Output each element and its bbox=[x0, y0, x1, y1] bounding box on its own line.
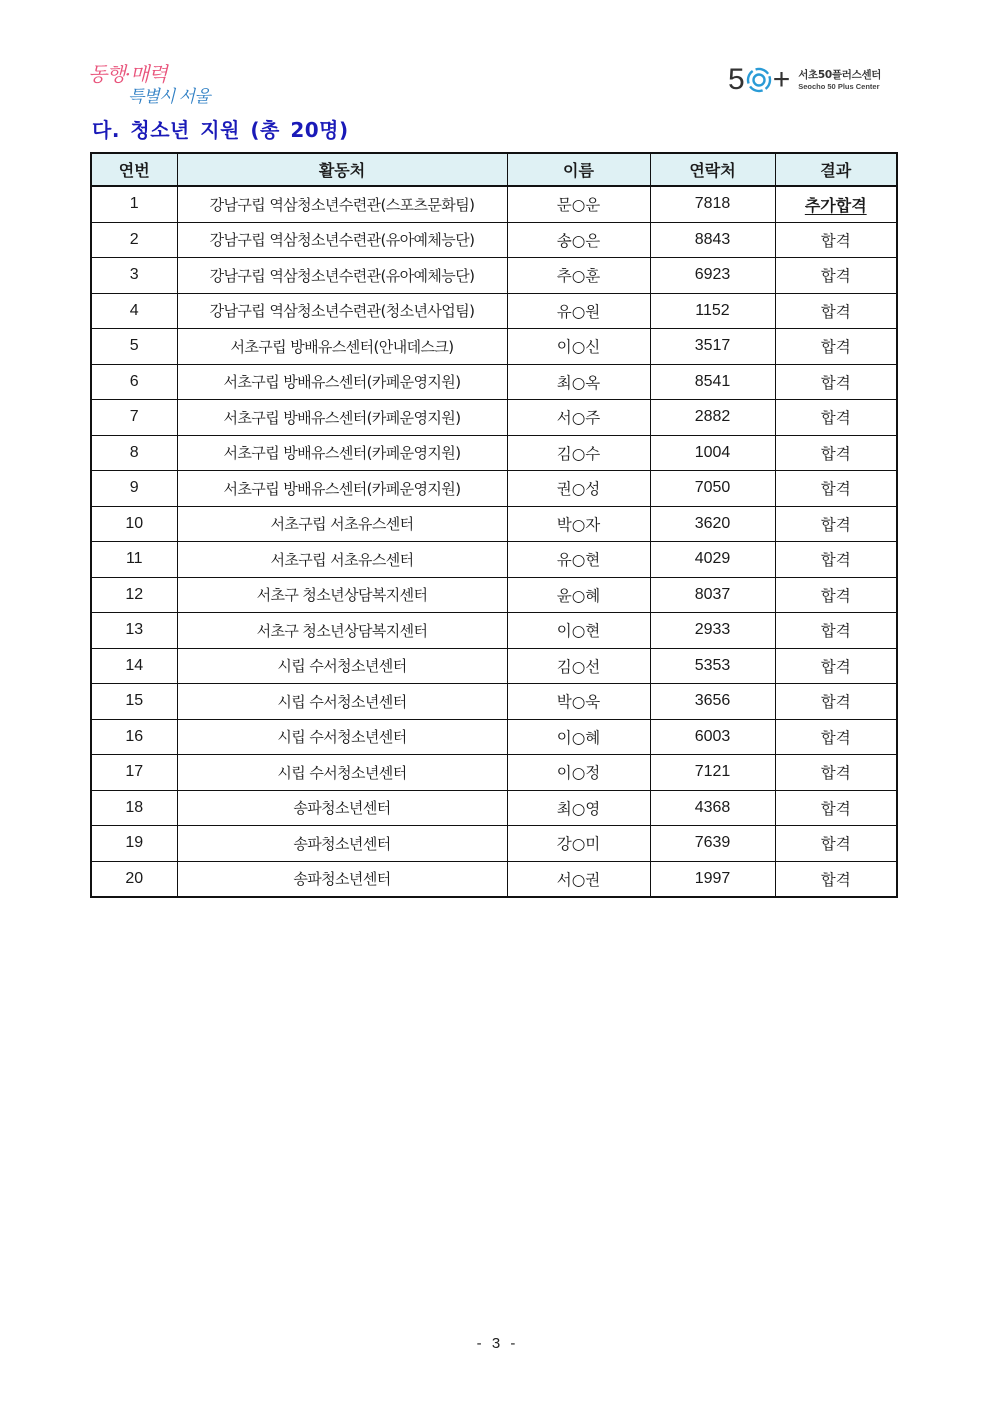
cell-result: 합격 bbox=[775, 684, 897, 720]
cell-no: 14 bbox=[91, 648, 177, 684]
cell-name: 이○현 bbox=[507, 613, 650, 649]
cell-result: 합격 bbox=[775, 577, 897, 613]
cell-name: 박○욱 bbox=[507, 684, 650, 720]
table-row bbox=[91, 613, 897, 649]
cell-no: 2 bbox=[91, 222, 177, 258]
cell-org: 서초구 청소년상담복지센터 bbox=[177, 577, 507, 613]
column-header-name: 이름 bbox=[507, 153, 650, 186]
logo-five-glyph: 5 bbox=[728, 63, 745, 96]
cell-phone: 7639 bbox=[650, 826, 775, 862]
table-row bbox=[91, 542, 897, 578]
logo-name-korean: 서초50플러스센터 bbox=[798, 68, 882, 81]
cell-result: 합격 bbox=[775, 222, 897, 258]
cell-result: 합격 bbox=[775, 435, 897, 471]
cell-name: 김○수 bbox=[507, 435, 650, 471]
cell-result: 합격 bbox=[775, 542, 897, 578]
table-row bbox=[91, 258, 897, 294]
cell-no: 5 bbox=[91, 329, 177, 365]
cell-name: 유○원 bbox=[507, 293, 650, 329]
table-row bbox=[91, 826, 897, 862]
cell-result: 합격 bbox=[775, 826, 897, 862]
table-row bbox=[91, 861, 897, 897]
cell-name: 이○신 bbox=[507, 329, 650, 365]
section-title: 다. 청소년 지원 (총 20명) bbox=[92, 118, 349, 142]
cell-org: 시립 수서청소년센터 bbox=[177, 719, 507, 755]
table-row bbox=[91, 400, 897, 436]
cell-phone: 1997 bbox=[650, 861, 775, 897]
column-header-org: 활동처 bbox=[177, 153, 507, 186]
result-additional-pass: 추가합격 bbox=[804, 195, 867, 215]
cell-phone: 3656 bbox=[650, 684, 775, 720]
cell-phone: 8843 bbox=[650, 222, 775, 258]
cell-name: 권○성 bbox=[507, 471, 650, 507]
cell-no: 6 bbox=[91, 364, 177, 400]
cell-org: 서초구립 서초유스센터 bbox=[177, 506, 507, 542]
cell-name: 최○영 bbox=[507, 790, 650, 826]
cell-phone: 6003 bbox=[650, 719, 775, 755]
cell-org: 서초구 청소년상담복지센터 bbox=[177, 613, 507, 649]
cell-org: 시립 수서청소년센터 bbox=[177, 684, 507, 720]
cell-org: 서초구립 서초유스센터 bbox=[177, 542, 507, 578]
cell-result: 합격 bbox=[775, 400, 897, 436]
table-row bbox=[91, 222, 897, 258]
cell-result: 합격 bbox=[775, 329, 897, 365]
cell-phone: 7121 bbox=[650, 755, 775, 791]
cell-no: 9 bbox=[91, 471, 177, 507]
table-row bbox=[91, 364, 897, 400]
cell-result: 합격 bbox=[775, 258, 897, 294]
table-row bbox=[91, 293, 897, 329]
cell-no: 19 bbox=[91, 826, 177, 862]
cell-org: 서초구립 방배유스센터(카페운영지원) bbox=[177, 400, 507, 436]
cell-org: 서초구립 방배유스센터(카페운영지원) bbox=[177, 364, 507, 400]
cell-org: 시립 수서청소년센터 bbox=[177, 755, 507, 791]
cell-name: 서○권 bbox=[507, 861, 650, 897]
cell-org: 강남구립 역삼청소년수련관(스포츠문화팀) bbox=[177, 186, 507, 222]
cell-phone: 3620 bbox=[650, 506, 775, 542]
cell-no: 11 bbox=[91, 542, 177, 578]
youth-support-table bbox=[90, 152, 898, 898]
cell-no: 20 bbox=[91, 861, 177, 897]
table-header-row bbox=[91, 153, 897, 186]
cell-result: 합격 bbox=[775, 364, 897, 400]
cell-phone: 4029 bbox=[650, 542, 775, 578]
logo-ring-icon bbox=[746, 67, 772, 93]
cell-name: 최○옥 bbox=[507, 364, 650, 400]
cell-name: 이○혜 bbox=[507, 719, 650, 755]
cell-result: 합격 bbox=[775, 648, 897, 684]
cell-phone: 5353 bbox=[650, 648, 775, 684]
cell-org: 서초구립 방배유스센터(안내데스크) bbox=[177, 329, 507, 365]
table-row bbox=[91, 719, 897, 755]
cell-name: 문○운 bbox=[507, 186, 650, 222]
cell-name: 김○선 bbox=[507, 648, 650, 684]
cell-org: 강남구립 역삼청소년수련관(청소년사업팀) bbox=[177, 293, 507, 329]
seoul-slogan-logo bbox=[86, 58, 210, 108]
table-row bbox=[91, 329, 897, 365]
cell-name: 이○정 bbox=[507, 755, 650, 791]
cell-org: 강남구립 역삼청소년수련관(유아예체능단) bbox=[177, 222, 507, 258]
cell-no: 17 bbox=[91, 755, 177, 791]
cell-phone: 8037 bbox=[650, 577, 775, 613]
cell-name: 추○훈 bbox=[507, 258, 650, 294]
cell-phone: 4368 bbox=[650, 790, 775, 826]
cell-no: 7 bbox=[91, 400, 177, 436]
cell-no: 8 bbox=[91, 435, 177, 471]
cell-no: 15 bbox=[91, 684, 177, 720]
seocho-50plus-logo bbox=[728, 62, 881, 98]
cell-phone: 1152 bbox=[650, 293, 775, 329]
cell-org: 서초구립 방배유스센터(카페운영지원) bbox=[177, 435, 507, 471]
cell-no: 13 bbox=[91, 613, 177, 649]
logo-text bbox=[798, 70, 881, 91]
logo-plus-glyph: + bbox=[772, 63, 791, 96]
table-row bbox=[91, 506, 897, 542]
cell-name: 유○현 bbox=[507, 542, 650, 578]
cell-name: 강○미 bbox=[507, 826, 650, 862]
table-row bbox=[91, 755, 897, 791]
cell-phone: 8541 bbox=[650, 364, 775, 400]
cell-phone: 6923 bbox=[650, 258, 775, 294]
cell-org: 송파청소년센터 bbox=[177, 826, 507, 862]
cell-phone: 7818 bbox=[650, 186, 775, 222]
cell-no: 18 bbox=[91, 790, 177, 826]
column-header-phone: 연락처 bbox=[650, 153, 775, 186]
cell-result: 합격 bbox=[775, 790, 897, 826]
column-header-result: 결과 bbox=[775, 153, 897, 186]
cell-no: 3 bbox=[91, 258, 177, 294]
cell-name: 박○자 bbox=[507, 506, 650, 542]
cell-no: 12 bbox=[91, 577, 177, 613]
table-row bbox=[91, 790, 897, 826]
cell-result: 합격 bbox=[775, 293, 897, 329]
cell-no: 4 bbox=[91, 293, 177, 329]
seoul-slogan-line2: 특별시 서울 bbox=[128, 87, 210, 107]
cell-org: 송파청소년센터 bbox=[177, 790, 507, 826]
cell-result: 합격 bbox=[775, 861, 897, 897]
table-row bbox=[91, 684, 897, 720]
cell-no: 1 bbox=[91, 186, 177, 222]
cell-name: 윤○혜 bbox=[507, 577, 650, 613]
cell-phone: 1004 bbox=[650, 435, 775, 471]
logo-name-english: Seocho 50 Plus Center bbox=[798, 82, 880, 91]
cell-no: 16 bbox=[91, 719, 177, 755]
cell-phone: 7050 bbox=[650, 471, 775, 507]
cell-phone: 2933 bbox=[650, 613, 775, 649]
table-row bbox=[91, 186, 897, 222]
cell-result: 합격 bbox=[775, 719, 897, 755]
cell-result bbox=[775, 186, 897, 222]
cell-result: 합격 bbox=[775, 506, 897, 542]
cell-org: 서초구립 방배유스센터(카페운영지원) bbox=[177, 471, 507, 507]
cell-phone: 2882 bbox=[650, 400, 775, 436]
cell-phone: 3517 bbox=[650, 329, 775, 365]
table-row bbox=[91, 577, 897, 613]
column-header-no: 연번 bbox=[91, 153, 177, 186]
cell-result: 합격 bbox=[775, 613, 897, 649]
cell-result: 합격 bbox=[775, 755, 897, 791]
cell-org: 강남구립 역삼청소년수련관(유아예체능단) bbox=[177, 258, 507, 294]
table-row bbox=[91, 648, 897, 684]
cell-name: 송○은 bbox=[507, 222, 650, 258]
table-row bbox=[91, 471, 897, 507]
cell-org: 송파청소년센터 bbox=[177, 861, 507, 897]
cell-result: 합격 bbox=[775, 471, 897, 507]
cell-name: 서○주 bbox=[507, 400, 650, 436]
cell-org: 시립 수서청소년센터 bbox=[177, 648, 507, 684]
table-row bbox=[91, 435, 897, 471]
page-number: - 3 - bbox=[476, 1335, 516, 1352]
seoul-slogan-line1: 동행·매력 bbox=[88, 62, 167, 86]
cell-no: 10 bbox=[91, 506, 177, 542]
